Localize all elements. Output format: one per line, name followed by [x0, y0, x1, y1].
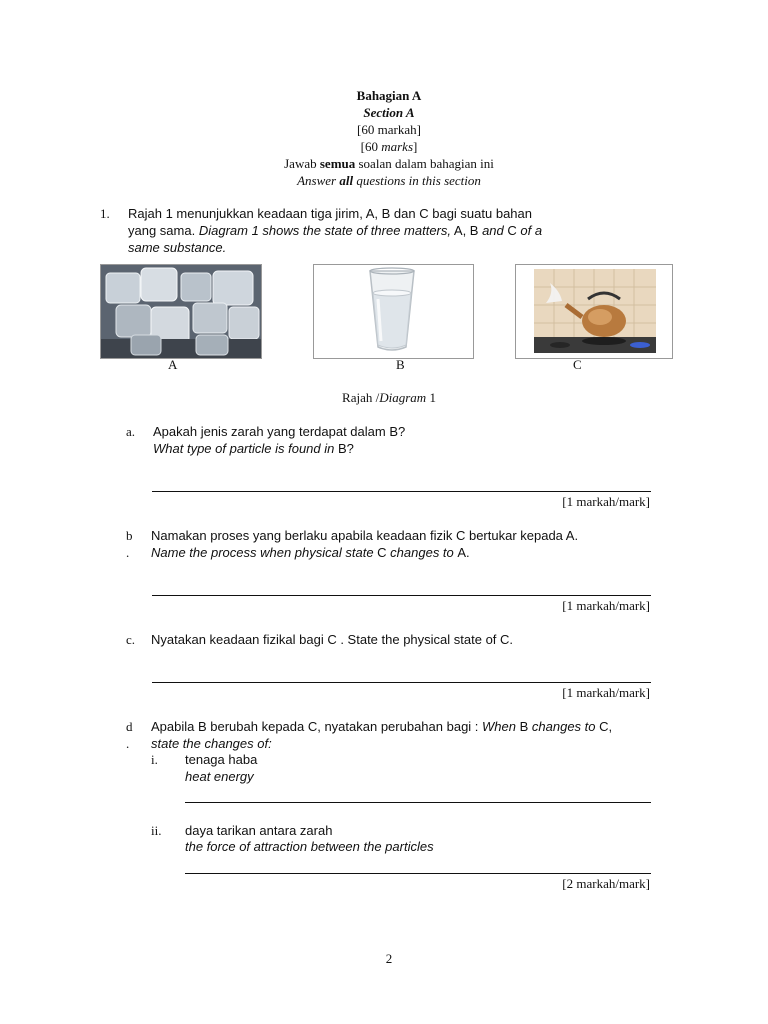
- question-c-label: c.: [126, 632, 136, 647]
- qd-english-when: When: [482, 719, 520, 734]
- mark-c: [1 markah/mark]: [562, 685, 650, 700]
- sub-ii-label: ii.: [151, 823, 162, 838]
- question-d-label: d: [126, 719, 133, 734]
- mark-a: [1 markah/mark]: [562, 494, 650, 509]
- instruction-malay: [0, 156, 768, 172]
- page-number: 2: [385, 951, 393, 966]
- question-d-line-2: state the changes of:: [151, 736, 272, 751]
- q1-line2-english: Diagram 1 shows the state of three matters,: [198, 223, 451, 238]
- mark-d: [2 markah/mark]: [562, 876, 650, 891]
- question-b-malay: Namakan proses yang berlaku apabila keadaan fizik C bertukar kepada A.: [151, 528, 579, 543]
- sub-i-english: heat energy: [185, 769, 254, 784]
- question-b-dot: .: [126, 545, 130, 560]
- q1-line2-and: and: [482, 223, 504, 238]
- qb-english-c: C: [377, 545, 387, 560]
- figure-c-kettle: [515, 264, 673, 359]
- sub-i-label: i.: [151, 752, 158, 767]
- sub-ii-malay: daya tarikan antara zarah: [185, 823, 333, 838]
- marks-word: marks: [381, 139, 414, 154]
- diagram-caption: [0, 390, 768, 406]
- question-number: 1.: [100, 206, 110, 221]
- mark-b: [1 markah/mark]: [562, 598, 650, 613]
- figure-c-label: C: [573, 357, 582, 372]
- qb-english-a: A.: [457, 545, 470, 560]
- figure-a-ice: [100, 264, 262, 359]
- question-a-english: [153, 441, 354, 456]
- question-d-line-1: [151, 719, 612, 734]
- marks-prefix: [60: [360, 139, 382, 154]
- qd-english-c: C,: [599, 719, 613, 734]
- instr-en-post: questions in this section: [353, 173, 481, 188]
- question-a-malay: Apakah jenis zarah yang terdapat dalam B?: [153, 424, 406, 439]
- ice-cubes-icon: [101, 265, 261, 358]
- section-title-malay: Bahagian A: [356, 88, 422, 103]
- qb-english-text: Name the process when physical state: [151, 545, 378, 560]
- figure-b-label: B: [396, 357, 405, 372]
- question-1-line-3: same substance.: [128, 240, 227, 255]
- caption-number: 1: [426, 390, 436, 405]
- section-title-english: Section A: [363, 105, 415, 120]
- caption-english: Diagram: [379, 390, 427, 405]
- q1-line2-of-a: of a: [520, 223, 543, 238]
- q1-line2-malay: yang sama.: [128, 223, 199, 238]
- answer-line-d-ii[interactable]: [185, 873, 651, 874]
- instr-pre: Jawab: [284, 156, 320, 171]
- instr-en-pre: Answer: [297, 173, 340, 188]
- q1-line2-c: C: [503, 223, 521, 238]
- figure-a-label: A: [168, 357, 178, 372]
- instruction-english: [0, 173, 768, 189]
- instr-bold: semua: [319, 156, 356, 171]
- kettle-on-stove-icon: [516, 265, 672, 358]
- sub-i-malay: tenaga haba: [185, 752, 258, 767]
- question-c-text: Nyatakan keadaan fizikal bagi C . State the physical state of C.: [151, 632, 514, 647]
- caption-malay: Rajah /: [342, 390, 380, 405]
- instr-post: soalan dalam bahagian ini: [355, 156, 494, 171]
- glass-of-water-icon: [314, 265, 473, 358]
- question-1-line-2: [128, 223, 542, 238]
- question-1-line-1: Rajah 1 menunjukkan keadaan tiga jirim, A, B dan C bagi suatu bahan: [128, 206, 532, 221]
- q1-line2-ab: A, B: [451, 223, 483, 238]
- instr-en-bold: all: [339, 173, 354, 188]
- answer-line-d-i[interactable]: [185, 802, 651, 803]
- marks-suffix: ]: [413, 139, 418, 154]
- qa-english-b: B?: [337, 441, 354, 456]
- question-a-label: a.: [126, 424, 136, 439]
- section-marks-malay: [60 markah]: [357, 122, 421, 137]
- qa-english-text: What type of particle is found in: [153, 441, 338, 456]
- question-b-label: b: [126, 528, 133, 543]
- answer-line-b[interactable]: [152, 595, 651, 596]
- section-marks-english: [0, 139, 768, 155]
- qd-english-b: B: [519, 719, 529, 734]
- question-b-english: [151, 545, 470, 560]
- qd-malay: Apabila B berubah kepada C, nyatakan perubahan bagi :: [151, 719, 483, 734]
- answer-line-c[interactable]: [152, 682, 651, 683]
- qd-english-changes-to: changes to: [528, 719, 600, 734]
- qb-english-mid: changes to: [386, 545, 458, 560]
- question-d-dot: .: [126, 736, 130, 751]
- sub-ii-english: the force of attraction between the particles: [185, 839, 434, 854]
- figure-b-water-glass: [313, 264, 474, 359]
- answer-line-a[interactable]: [152, 491, 651, 492]
